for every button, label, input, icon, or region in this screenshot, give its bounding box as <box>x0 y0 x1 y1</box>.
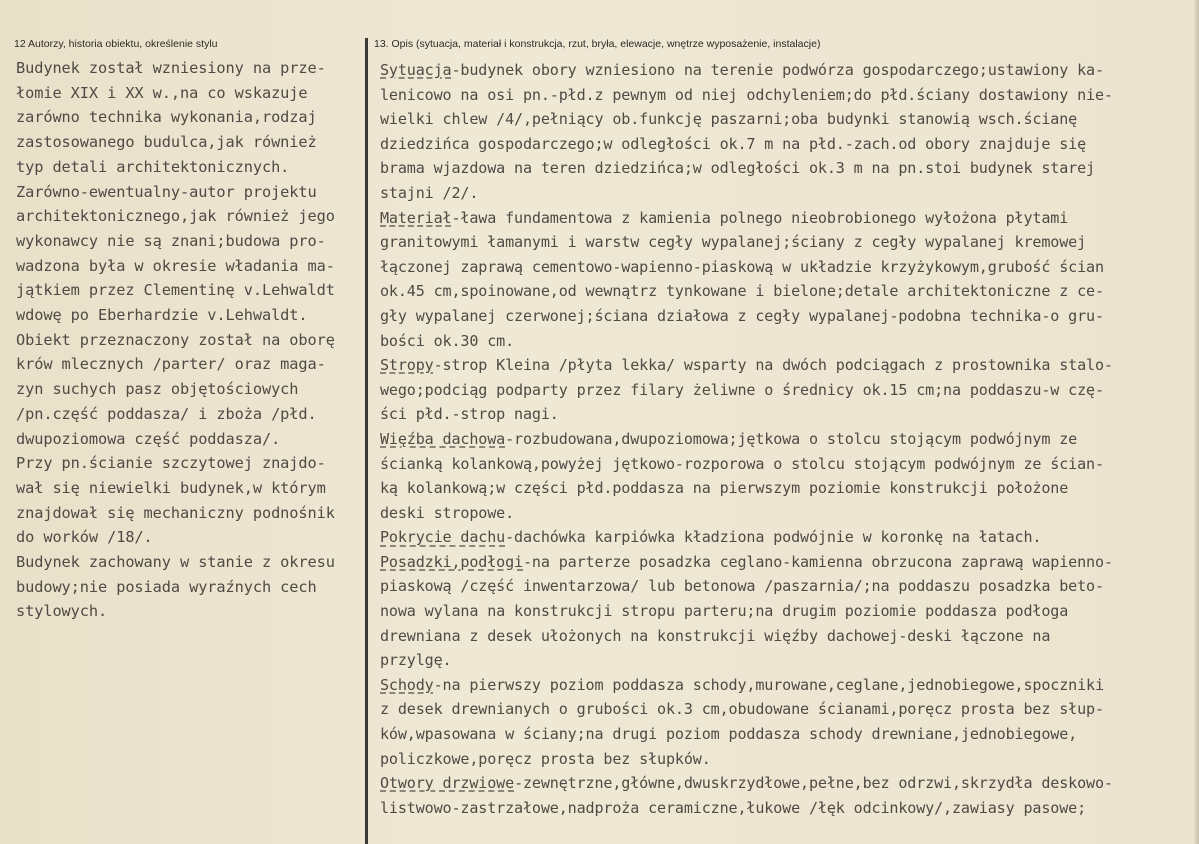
line-text: -dachówka karpiówka kładziona podwójnie w koronkę na łatach. <box>505 528 1042 547</box>
text-line <box>380 353 1192 378</box>
text-line: wadzona była w okresie władania ma- <box>16 256 335 275</box>
line-text: drewniana z desek ułożonych na konstrukcji więźby dachowej-deski łączone na <box>380 626 1051 645</box>
text-line: wykonawcy nie są znani;budowa pro- <box>16 231 326 250</box>
text-line <box>380 599 1192 624</box>
section-title: Stropy <box>380 356 434 375</box>
text-line: typ detali architektonicznych. <box>16 157 290 176</box>
section-title: Sytuacja <box>380 61 452 79</box>
text-line <box>380 378 1192 403</box>
text-line <box>380 525 1192 550</box>
text-line: /pn.część poddasza/ i zboża /płd. <box>16 404 317 423</box>
section-title: Więźba dachowa <box>380 429 506 448</box>
text-line <box>380 624 1192 649</box>
text-line <box>380 427 1192 452</box>
line-text: lenicowo na osi pn.-płd.z pewnym od niej odchyleniem;do płd.ściany dostawiony nie- <box>380 85 1113 104</box>
line-text: wielki chlew /4/,pełniący ob.funkcję paszarni;oba budynki stanowią wsch.ścianę <box>380 110 1078 129</box>
section-title: Schody <box>380 675 434 694</box>
page-edge-shadow <box>1193 0 1199 844</box>
text-line <box>380 402 1192 427</box>
line-text: z desek drewnianych o grubości ok.3 cm,obudowane ścianami,poręcz prosta bez słup- <box>380 700 1104 719</box>
text-line: Przy pn.ścianie szczytowej znajdo- <box>16 454 326 473</box>
line-text: deski stropowe. <box>380 503 515 522</box>
text-line <box>380 107 1192 132</box>
text-line <box>380 329 1192 354</box>
line-text: policzkowe,poręcz prosta bez słupków. <box>380 749 711 768</box>
text-line <box>380 58 1192 83</box>
line-text: ści płd.-strop nagi. <box>380 405 559 424</box>
text-line <box>380 279 1192 304</box>
text-line: dwupoziomowa część poddasza/. <box>16 429 281 448</box>
text-line: wdowę po Eberhardzie v.Lehwaldt. <box>16 306 308 325</box>
text-line <box>380 501 1192 526</box>
line-text: -na pierwszy poziom poddasza schody,murowane,ceglane,jednobiegowe,spoczniki <box>433 675 1104 694</box>
text-line <box>380 771 1192 796</box>
line-text: ok.45 cm,spoinowane,od wewnątrz tynkowane i bielone;detale architektoniczne z ce- <box>380 282 1104 301</box>
line-text: -strop Kleina /płyta lekka/ wsparty na dwóch podciągach z prostownika stalo- <box>433 356 1113 375</box>
section-title: Materiał <box>380 208 452 227</box>
line-text: przylgę. <box>380 651 452 670</box>
line-text: bości ok.30 cm. <box>380 331 515 350</box>
line-text: piaskową /część inwentarzowa/ lub betonowa /paszarnia/;na poddaszu posadzka beto- <box>380 577 1104 596</box>
line-text: -zewnętrzne,główne,dwuskrzydłowe,pełne,bez odrzwi,skrzydła deskowo- <box>514 774 1113 793</box>
text-line <box>380 476 1192 501</box>
text-line <box>380 206 1192 231</box>
text-line: Obiekt przeznaczony został na oborę <box>16 330 335 349</box>
line-text: ką kolankową;w części płd.poddasza na pierwszym poziomie konstrukcji położone <box>380 479 1069 498</box>
section-title: Pokrycie dachu <box>380 528 506 547</box>
line-text: -ława fundamentowa z kamienia polnego nieobrobionego wyłożona płytami <box>451 208 1069 227</box>
column-divider <box>365 38 368 844</box>
text-line: krów mlecznych /parter/ oraz maga- <box>16 355 326 374</box>
line-text: gły wypalanej czerwonej;ściana działowa z cegły wypalanej-podobna technika-o gru- <box>380 306 1104 325</box>
text-line <box>380 722 1192 747</box>
text-line <box>380 83 1192 108</box>
section-title: Posadzki,podłogi <box>380 552 523 571</box>
text-line: Budynek został wzniesiony na prze- <box>16 59 326 77</box>
text-line: jątkiem przez Clementinę v.Lehwaldt <box>16 281 335 300</box>
text-line <box>380 132 1192 157</box>
description-text <box>380 58 1192 820</box>
authors-history-text <box>16 56 364 624</box>
text-line: Zarówno-ewentualny-autor projektu <box>16 182 317 201</box>
line-text: -na parterze posadzka ceglano-kamienna obrzucona zaprawą wapienno- <box>523 552 1113 571</box>
section-13-header: 13. Opis (sytuacja, materiał i konstrukcja, rzut, bryła, elewacje, wnętrze wyposażenie, instalacje) <box>374 38 821 50</box>
text-line <box>380 574 1192 599</box>
text-line <box>380 181 1192 206</box>
text-line <box>380 452 1192 477</box>
text-line: architektonicznego,jak również jego <box>16 207 335 226</box>
text-line: Budynek zachowany w stanie z okresu <box>16 553 335 572</box>
text-line: znajdował się mechaniczny podnośnik <box>16 503 335 522</box>
text-line: łomie XIX i XX w.,na co wskazuje <box>16 83 308 102</box>
line-text: łączonej zaprawą cementowo-wapienno-piaskową w układzie krzyżykowym,grubość ścian <box>380 257 1104 276</box>
line-text: stajni /2/. <box>380 183 479 202</box>
text-line <box>380 550 1192 575</box>
text-line: wał się niewielki budynek,w którym <box>16 478 326 497</box>
text-line <box>380 697 1192 722</box>
line-text: wego;podciąg podparty przez filary żeliwne o średnicy ok.15 cm;na poddaszu-w czę- <box>380 380 1104 399</box>
text-line: zyn suchych pasz objętościowych <box>16 380 299 399</box>
line-text: granitowymi łamanymi i warstw cegły wypalanej;ściany z cegły wypalanej kremowej <box>380 233 1087 252</box>
line-text: dziedzińca gospodarczego;w odległości ok.7 m na płd.-zach.od obory znajduje się <box>380 134 1087 153</box>
line-text: -rozbudowana,dwupoziomowa;jętkowa o stolcu stojącym podwójnym ze <box>505 429 1078 448</box>
line-text: brama wjazdowa na teren dziedzińca;w odległości ok.3 m na pn.stoi budynek starej <box>380 159 1095 178</box>
text-line <box>380 747 1192 772</box>
section-title: Otwory drzwiowe <box>380 774 515 793</box>
text-line <box>380 230 1192 255</box>
text-line <box>380 156 1192 181</box>
text-line <box>380 648 1192 673</box>
text-line <box>380 304 1192 329</box>
text-line: do worków /18/. <box>16 528 153 547</box>
text-line <box>380 796 1192 821</box>
line-text: nowa wylana na konstrukcji stropu parteru;na drugim poziomie poddasza podłoga <box>380 602 1069 621</box>
section-12-header: 12 Autorzy, historia obiektu, określenie stylu <box>14 38 218 50</box>
text-line: budowy;nie posiada wyraźnych cech <box>16 577 317 596</box>
line-text: -budynek obory wzniesiono na terenie podwórza gospodarczego;ustawiony ka- <box>451 61 1104 79</box>
line-text: listwowo-zastrzałowe,nadproża ceramiczne,łukowe /łęk odcinkowy/,zawiasy pasowe; <box>380 798 1087 817</box>
line-text: ścianką kolankową,powyżej jętkowo-rozporowa o stolcu stojącym podwójnym ze ścian- <box>380 454 1104 473</box>
line-text: ków,wpasowana w ściany;na drugi poziom poddasza schody drewniane,jednobiegowe, <box>380 725 1078 744</box>
text-line: stylowych. <box>16 602 108 621</box>
text-line: zarówno technika wykonania,rodzaj <box>16 108 317 127</box>
text-line <box>380 255 1192 280</box>
text-line <box>380 673 1192 698</box>
text-line: zastosowanego budulca,jak również <box>16 133 317 152</box>
